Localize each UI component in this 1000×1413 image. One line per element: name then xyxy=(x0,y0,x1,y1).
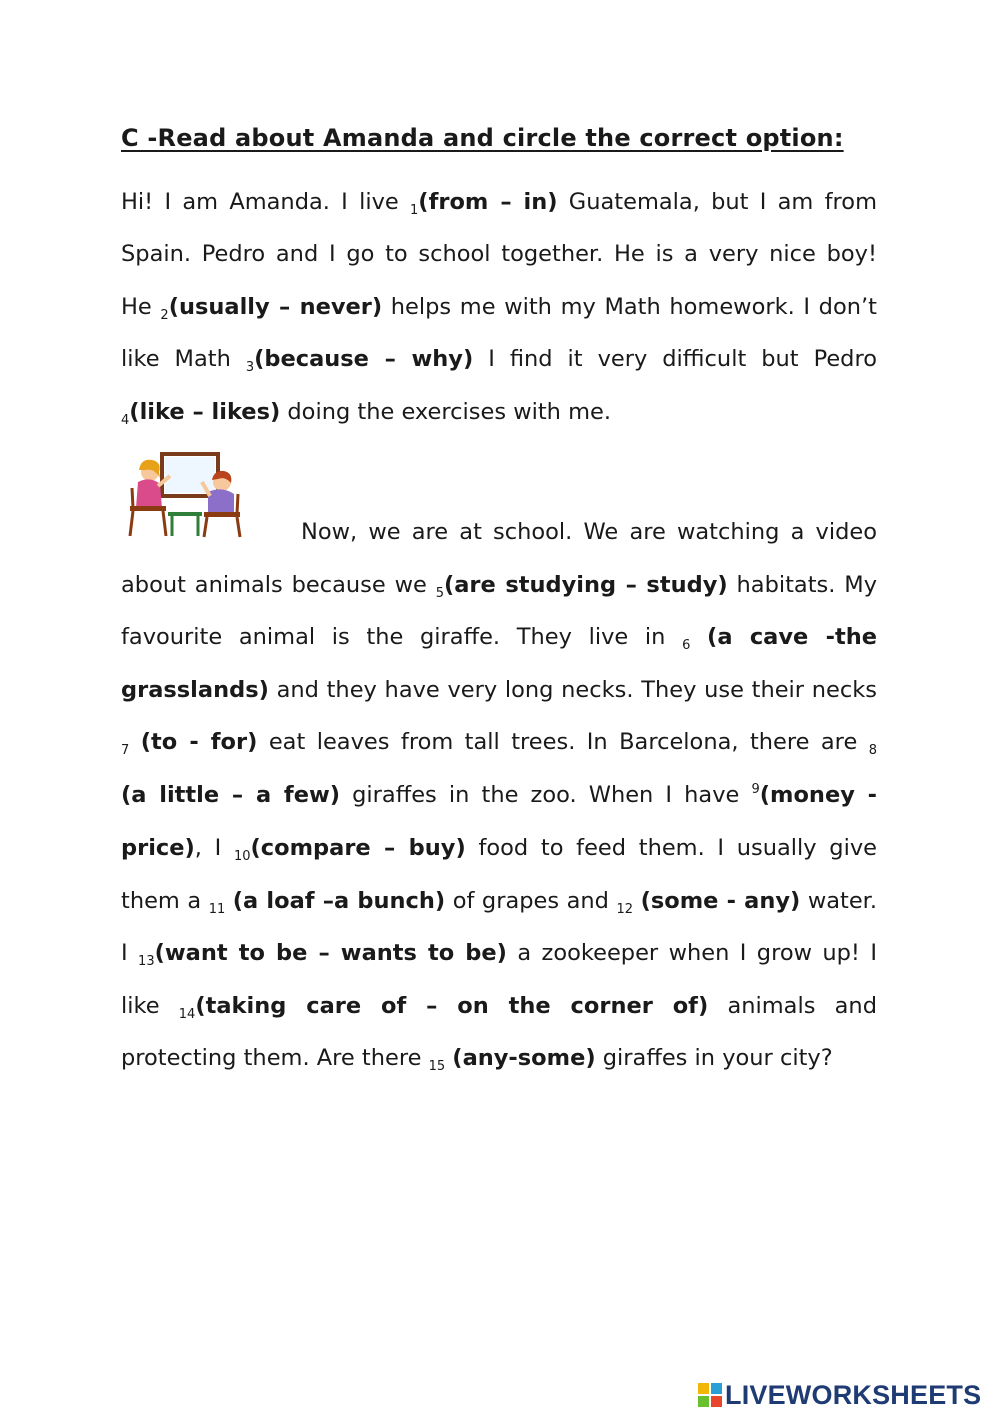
question-number: 8 xyxy=(868,743,877,758)
text-run xyxy=(225,888,233,914)
text-line xyxy=(121,780,877,810)
answer-options[interactable]: (any-some) xyxy=(452,1045,596,1071)
text-run: favourite animal is the giraffe. They live in xyxy=(121,624,683,650)
text-run: I xyxy=(121,940,139,966)
text-run: like Math xyxy=(121,346,246,372)
exercise-title: C -Read about Amanda and circle the correct option: xyxy=(121,124,844,152)
text-line xyxy=(301,517,877,547)
question-number: 6 xyxy=(682,638,691,653)
text-run: giraffes in the zoo. When I have xyxy=(340,782,752,808)
question-number: 5 xyxy=(435,586,444,601)
text-run: a zookeeper when I grow up! I xyxy=(506,940,877,966)
question-number: 15 xyxy=(428,1059,446,1074)
answer-options[interactable]: (want to be – wants to be) xyxy=(154,940,507,966)
question-number: 4 xyxy=(121,413,130,428)
question-number: 1 xyxy=(410,203,419,218)
text-run xyxy=(633,888,641,914)
text-run: habitats. My xyxy=(727,572,878,598)
question-number: 13 xyxy=(138,954,155,969)
text-run: giraffes in your city? xyxy=(595,1045,833,1071)
question-number: 7 xyxy=(121,743,130,758)
text-line xyxy=(121,938,877,968)
text-run: Guatemala, but I am from xyxy=(557,189,877,215)
question-number: 3 xyxy=(245,360,255,375)
question-number: 12 xyxy=(616,902,634,917)
text-run: , I xyxy=(194,835,234,861)
answer-options[interactable]: (money - xyxy=(759,782,877,808)
answer-options[interactable]: (a loaf –a bunch) xyxy=(232,888,446,914)
text-line xyxy=(121,187,877,217)
text-line xyxy=(121,1043,877,1073)
liveworksheets-logo-icon xyxy=(697,1382,723,1408)
text-line xyxy=(121,292,877,322)
text-run: Spain. Pedro and I go to school together. He is a very nice boy! xyxy=(121,241,877,267)
question-number: 2 xyxy=(160,308,169,323)
text-run: eat leaves from tall trees. In Barcelona, there are xyxy=(257,729,869,755)
text-line xyxy=(121,886,877,916)
text-line xyxy=(121,833,877,863)
text-run: helps me with my Math homework. I don’t xyxy=(382,294,877,320)
text-line xyxy=(121,675,877,705)
answer-options[interactable]: (usually – never) xyxy=(168,294,383,320)
text-run: animals and xyxy=(708,993,877,1019)
answer-options[interactable]: (taking care of – on the corner of) xyxy=(195,993,709,1019)
liveworksheets-logo[interactable] xyxy=(697,1378,981,1412)
answer-options[interactable]: (a little – a few) xyxy=(121,782,341,808)
text-run xyxy=(129,729,140,755)
logo-text: LIVEWORKSHEETS xyxy=(725,1379,982,1410)
text-run: I find it very difficult but Pedro xyxy=(473,346,877,372)
text-line xyxy=(121,397,877,427)
question-number: 11 xyxy=(208,902,226,917)
children-at-board-clipart xyxy=(124,452,246,538)
text-run: Now, we are at school. We are watching a video xyxy=(301,519,877,545)
text-run: protecting them. Are there xyxy=(121,1045,429,1071)
text-run: water. xyxy=(800,888,878,914)
text-run: He xyxy=(121,294,161,320)
text-run: doing the exercises with me. xyxy=(280,399,612,425)
answer-options[interactable]: (from – in) xyxy=(418,189,558,215)
question-number: 14 xyxy=(178,1007,196,1022)
text-run: of grapes and xyxy=(445,888,617,914)
answer-options[interactable]: grasslands) xyxy=(121,677,269,703)
answer-options[interactable]: (a cave -the xyxy=(707,624,878,650)
answer-options[interactable]: (some - any) xyxy=(640,888,801,914)
text-run: and they have very long necks. They use their necks xyxy=(268,677,877,703)
text-line xyxy=(121,570,877,600)
answer-options[interactable]: (compare – buy) xyxy=(250,835,466,861)
text-run: like xyxy=(121,993,179,1019)
answer-options[interactable]: (are studying – study) xyxy=(443,572,728,598)
question-number: 10 xyxy=(233,849,251,864)
text-line xyxy=(121,239,877,269)
answer-options[interactable]: (like – likes) xyxy=(129,399,281,425)
text-run: them a xyxy=(121,888,209,914)
text-line xyxy=(121,991,877,1021)
answer-options[interactable]: price) xyxy=(121,835,195,861)
text-run: Hi! I am Amanda. I live xyxy=(121,189,411,215)
text-run xyxy=(690,624,707,650)
text-line xyxy=(121,622,877,652)
answer-options[interactable]: (because – why) xyxy=(254,346,474,372)
text-run: food to feed them. I usually give xyxy=(465,835,877,861)
text-line xyxy=(121,727,877,757)
text-run: about animals because we xyxy=(121,572,436,598)
answer-options[interactable]: (to - for) xyxy=(140,729,258,755)
text-line xyxy=(121,344,877,374)
question-number: 9 xyxy=(751,782,760,797)
